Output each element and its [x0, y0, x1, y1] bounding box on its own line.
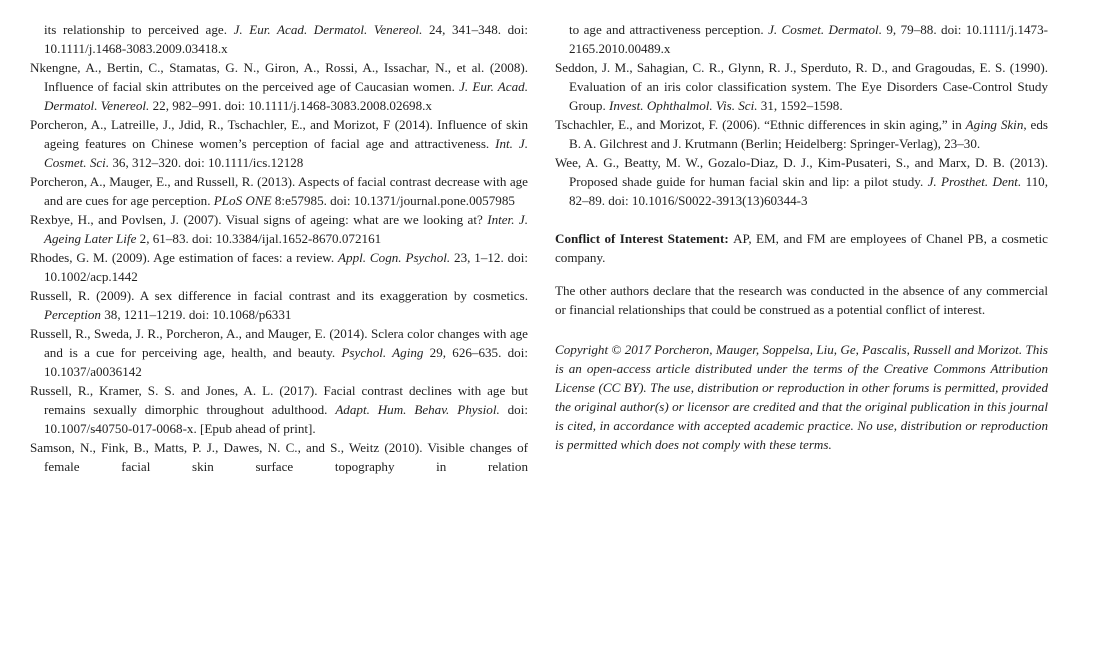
- text-run: Appl. Cogn. Psychol.: [338, 250, 451, 265]
- text-run: Samson, N., Fink, B., Matts, P. J., Dawes, N. C., and S., Weitz (2010). Visible changes of female facial skin surface topography in relation: [30, 440, 528, 474]
- text-run: Nkengne, A., Bertin, C., Stamatas, G. N., Giron, A., Rossi, A., Issachar, N., et al. (2008). Influence of facial skin attributes on the perceived age of Caucasian women.: [30, 60, 528, 94]
- reference-entry: [30, 172, 528, 210]
- text-run: J. Cosmet. Dermatol.: [768, 22, 882, 37]
- reference-entry: [30, 248, 528, 286]
- reference-entry: [30, 438, 528, 476]
- reference-entry: [555, 115, 1048, 153]
- text-run: Invest. Ophthalmol. Vis. Sci.: [609, 98, 758, 113]
- text-run: its relationship to perceived age.: [44, 22, 234, 37]
- reference-entry: [30, 286, 528, 324]
- reference-entry: [30, 20, 528, 58]
- text-run: 31, 1592–1598.: [757, 98, 843, 113]
- text-run: Tschachler, E., and Morizot, F. (2006). “Ethnic differences in skin aging,” in: [555, 117, 966, 132]
- text-run: Aging Skin: [965, 117, 1024, 132]
- reference-entry: [30, 381, 528, 438]
- text-run: 110, 82–89. doi: 10.1016/S0022-3913(13)60344-3: [569, 174, 1049, 208]
- text-run: 38, 1211–1219. doi: 10.1068/p6331: [100, 307, 292, 322]
- text-run: Int. J. Cosmet. Sci.: [44, 136, 528, 170]
- conflict-of-interest-statement: [555, 229, 1048, 267]
- reference-entry: [555, 20, 1048, 58]
- text-run: 24, 341–348. doi: 10.1111/j.1468-3083.2009.03418.x: [44, 22, 528, 56]
- text-run: Wee, A. G., Beatty, M. W., Gozalo-Diaz, D. J., Kim-Pusateri, S., and Marx, D. B. (2013). Proposed shade guide for human facial skin and lip: a pilot study.: [555, 155, 1048, 189]
- text-run: to age and attractiveness perception.: [569, 22, 769, 37]
- text-run: PLoS ONE: [213, 193, 272, 208]
- reference-entry: [30, 210, 528, 248]
- text-run: 23, 1–12. doi: 10.1002/acp.1442: [44, 250, 528, 284]
- text-run: 22, 982–991. doi: 10.1111/j.1468-3083.2008.02698.x: [149, 98, 432, 113]
- text-run: Russell, R., Sweda, J. R., Porcheron, A., and Mauger, E. (2014). Sclera color changes with age and is a cue for perceiving age, health, and beauty.: [30, 326, 528, 360]
- text-run: Russell, R. (2009). A sex difference in facial contrast and its exaggeration by cosmetics.: [30, 288, 528, 303]
- other-authors-statement: The other authors declare that the research was conducted in the absence of any commercial or financial relationships that could be construed as a potential conflict of interest.: [555, 283, 1048, 317]
- text-run: Russell, R., Kramer, S. S. and Jones, A. L. (2017). Facial contrast declines with age but remains sexually dimorphic throughout adulthood.: [30, 383, 528, 417]
- text-run: J. Prosthet. Dent.: [927, 174, 1022, 189]
- reference-entry: [30, 324, 528, 381]
- text-run: Inter. J. Ageing Later Life: [44, 212, 528, 246]
- text-run: Perception: [44, 307, 101, 322]
- reference-entry: [555, 58, 1048, 115]
- text-run: Psychol. Aging: [341, 345, 424, 360]
- references-column-right: [555, 20, 1048, 476]
- text-run: Rexbye, H., and Povlsen, J. (2007). Visual signs of ageing: what are we looking at?: [30, 212, 488, 227]
- text-run: Seddon, J. M., Sahagian, C. R., Glynn, R. J., Sperduto, R. D., and Gragoudas, E. S. (1990). Evaluation of an iris color classification system. The Eye Disorders Case-Control Study Group.: [555, 60, 1048, 113]
- text-run: J. Eur. Acad. Dermatol. Venereol.: [44, 79, 528, 113]
- reference-entry: [555, 153, 1048, 210]
- text-run: J. Eur. Acad. Dermatol. Venereol.: [233, 22, 423, 37]
- text-run: AP, EM, and FM are employees of Chanel PB, a cosmetic company.: [555, 231, 1048, 265]
- text-run: doi: 10.1007/s40750-017-0068-x. [Epub ahead of print].: [44, 402, 528, 436]
- text-run: 29, 626–635. doi: 10.1037/a0036142: [44, 345, 528, 379]
- text-run: Conflict of Interest Statement:: [555, 231, 734, 246]
- text-run: 2, 61–83. doi: 10.3384/ijal.1652-8670.072161: [136, 231, 382, 246]
- text-run: Porcheron, A., Latreille, J., Jdid, R., Tschachler, E., and Morizot, F (2014). Influence of skin ageing features on Chinese women’s perception of facial age and attractiveness.: [30, 117, 528, 151]
- reference-entry: [30, 115, 528, 172]
- text-run: , eds B. A. Gilchrest and J. Krutmann (Berlin; Heidelberg: Springer-Verlag), 23–30.: [569, 117, 1048, 151]
- references-column-left: [30, 20, 528, 476]
- text-run: Rhodes, G. M. (2009). Age estimation of faces: a review.: [30, 250, 339, 265]
- text-run: Porcheron, A., Mauger, E., and Russell, R. (2013). Aspects of facial contrast decrease with age and are cues for age perception.: [30, 174, 528, 208]
- text-run: 36, 312–320. doi: 10.1111/ics.12128: [109, 155, 304, 170]
- text-run: Adapt. Hum. Behav. Physiol.: [335, 402, 500, 417]
- text-run: 9, 79–88. doi: 10.1111/j.1473-2165.2010.00489.x: [569, 22, 1048, 56]
- copyright-notice: Copyright © 2017 Porcheron, Mauger, Soppelsa, Liu, Ge, Pascalis, Russell and Morizot. This is an open-access article distributed under the terms of the Creative Commons Attribution License (CC BY). The use, distribution or reproduction in other forums is permitted, provided the original author(s) or licensor are credited and that the original publication in this journal is cited, in accordance with accepted academic practice. No use, distribution or reproduction is permitted which does not comply with these terms.: [555, 342, 1048, 452]
- reference-entry: [30, 58, 528, 115]
- text-run: 8:e57985. doi: 10.1371/journal.pone.0057985: [271, 193, 515, 208]
